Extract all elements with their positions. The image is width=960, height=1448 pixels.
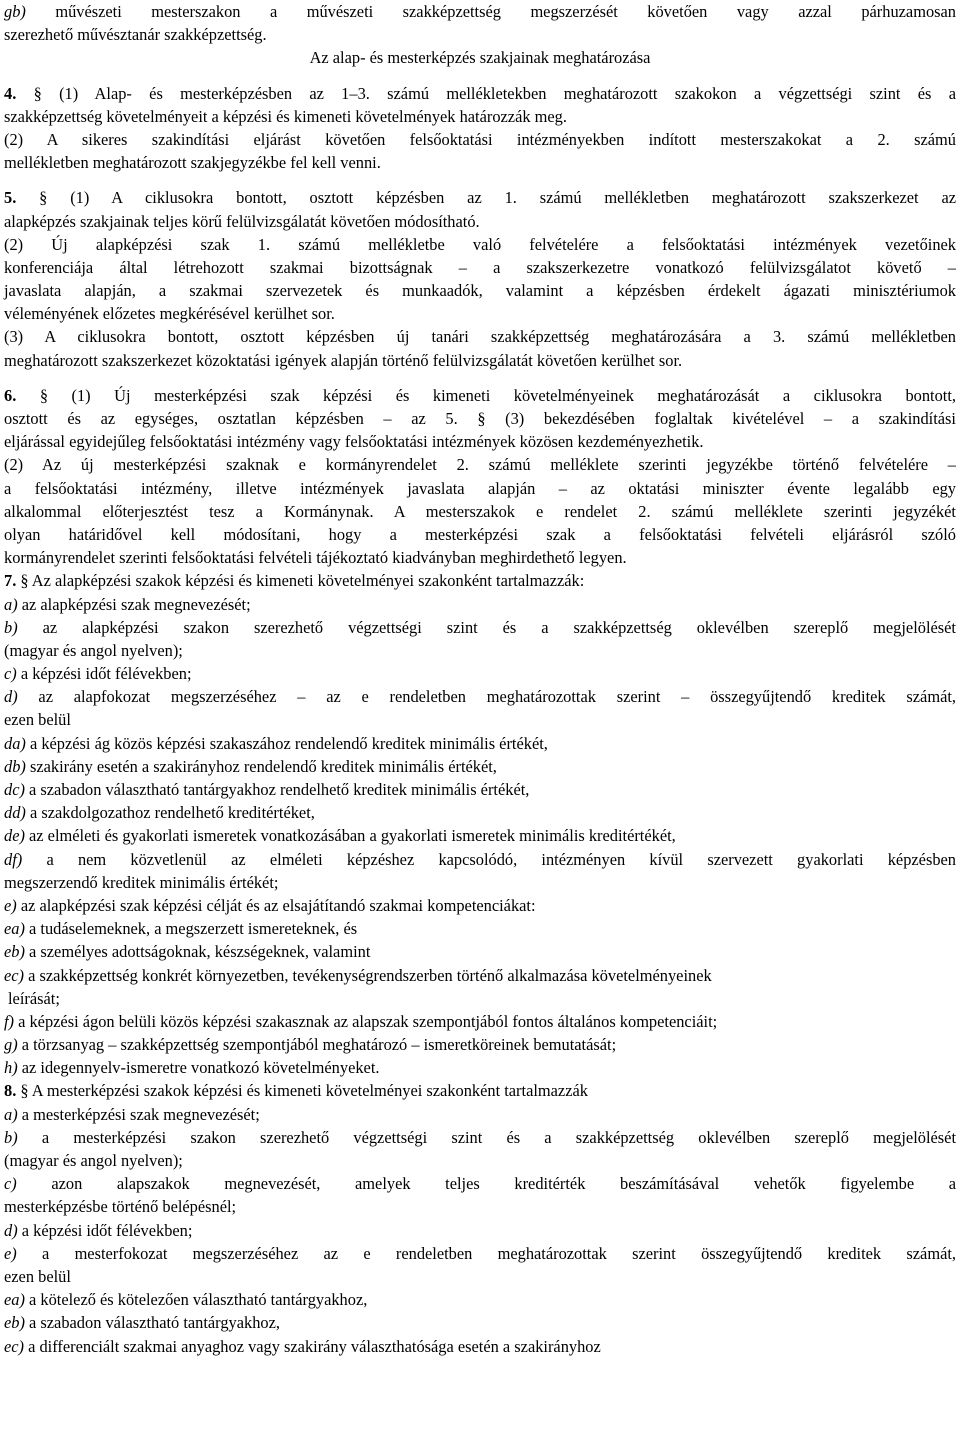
section-sign: §	[16, 1081, 29, 1101]
text-line	[4, 1126, 956, 1149]
text-line	[4, 279, 956, 302]
line-text: Az alap- és mesterképzés szakjainak meghatározása	[309, 48, 651, 68]
line-text: a nem közvetlenül az elméleti képzéshez kapcsolódó, intézményen kívül szervezett gyakorlati képzésben	[22, 849, 956, 869]
list-label: ec)	[4, 965, 25, 985]
line-text: szakirány esetén a szakirányhoz rendelendő kreditek minimális értékét,	[25, 756, 497, 776]
list-label: eb)	[4, 1313, 25, 1333]
text-line	[4, 1311, 956, 1334]
text-line	[4, 708, 956, 731]
line-text: alapképzés szakjainak teljes körű felülvizsgálatát követően módosítható.	[4, 211, 480, 231]
text-line	[4, 1265, 956, 1288]
text-line	[4, 1056, 956, 1079]
text-line	[4, 824, 956, 847]
line-text: (1) A ciklusokra bontott, osztott képzésben az 1. számú mellékletben meghatározott szakszerkezet az	[47, 188, 956, 208]
text-line	[4, 430, 956, 453]
line-text: a felsőoktatási intézmény, illetve intézmények javaslata alapján – az oktatási miniszter évente legalább egy	[4, 478, 956, 498]
document-page	[4, 0, 956, 1358]
text-line	[4, 186, 956, 209]
list-label: da)	[4, 733, 26, 753]
text-line	[4, 894, 956, 917]
section-sign: §	[16, 385, 49, 405]
section-number: 4.	[4, 83, 17, 103]
text-line	[4, 325, 956, 348]
list-label: c)	[4, 1174, 17, 1194]
list-label: f)	[4, 1011, 15, 1031]
line-text: mellékletben meghatározott szakjegyzékbe fel kell venni.	[4, 153, 381, 173]
list-label: b)	[4, 617, 18, 637]
section-number: 5.	[4, 188, 17, 208]
paragraph-gb	[4, 0, 956, 46]
text-line	[4, 917, 956, 940]
text-line	[4, 105, 956, 128]
line-text: leírását;	[8, 988, 60, 1008]
text-line	[4, 407, 956, 430]
text-line	[4, 1079, 956, 1102]
line-text: kormányrendelet szerinti felsőoktatási felvételi tájékoztató kiadványban meghirdethető legyen.	[4, 548, 627, 568]
section-sign: §	[16, 188, 48, 208]
list-label: gb)	[4, 2, 26, 21]
list-label: dc)	[4, 780, 25, 799]
list-label: h)	[4, 1058, 18, 1078]
line-text: (2) A sikeres szakindítási eljárást követően felsőoktatási intézményekben indított mesterszakokat a 2. számú	[4, 129, 956, 149]
line-text: olyan határidővel kell módosítani, hogy a mesterképzési szak a felsőoktatási felvételi eljárásról szóló	[4, 524, 956, 544]
text-line	[4, 848, 956, 871]
text-line	[4, 210, 956, 233]
text-line	[4, 871, 956, 894]
text-line	[4, 616, 956, 639]
text-line	[4, 732, 956, 755]
list-label: df)	[4, 849, 23, 869]
line-text: az alapfokozat megszerzéséhez – az e rendeletben meghatározottak szerint – összegyűjtendő kreditek számát,	[17, 687, 956, 707]
text-line	[4, 1242, 956, 1265]
line-text: a törzsanyag – szakképzettség szempontjából meghatározó – ismeretköreinek bemutatását;	[17, 1035, 617, 1055]
line-text: a differenciált szakmai anyaghoz vagy szakirány választhatósága esetén a szakirányhoz	[24, 1336, 601, 1356]
line-text: megszerzendő kreditek minimális értékét;	[4, 872, 279, 892]
text-line	[4, 523, 956, 546]
line-text: az elméleti és gyakorlati ismeretek vonatkozásában a gyakorlati ismeretek minimális kreditértékét,	[24, 826, 676, 846]
list-label: db)	[4, 756, 26, 776]
section-number: 8.	[4, 1081, 17, 1101]
line-text: (magyar és angol nyelven);	[4, 640, 183, 660]
list-label: g)	[4, 1035, 18, 1055]
line-text: alkalommal előterjesztést tesz a Kormánynak. A mesterszakok e rendelet 2. számú melléklete szerinti jegyzékét	[4, 501, 956, 521]
line-text: az alapképzési szak képzési célját és az elsajátítandó szakmai kompetenciákat:	[16, 895, 536, 915]
line-text: a szakdolgozathoz rendelhető kreditértéket,	[25, 803, 315, 823]
list-label: a)	[4, 594, 18, 614]
line-text: (magyar és angol nyelven);	[4, 1151, 183, 1170]
line-text: a személyes adottságoknak, készségeknek, valamint	[24, 942, 371, 962]
list-label: eb)	[4, 942, 25, 962]
list-label: c)	[4, 664, 17, 684]
paragraph-gap	[4, 174, 956, 186]
text-line	[4, 302, 956, 325]
list-label: e)	[4, 895, 17, 915]
list-label: ea)	[4, 1290, 25, 1310]
text-line	[4, 987, 956, 1010]
section-number: 7.	[4, 571, 17, 591]
text-line	[4, 964, 956, 987]
section-heading	[4, 46, 956, 69]
line-text: véleményének előzetes megkérésével kerülhet sor.	[4, 304, 335, 324]
line-text: művészeti mesterszakon a művészeti szakképzettség megszerzését követően vagy azzal párhuzamosan	[25, 2, 956, 21]
line-text: (1) Alap- és mesterképzésben az 1–3. számú mellékletekben meghatározott szakokon a végzettségi szint és a	[41, 83, 956, 103]
text-line	[4, 384, 956, 407]
text-line	[4, 256, 956, 279]
text-line	[4, 23, 956, 46]
line-text: a mesterképzési szak megnevezését;	[17, 1104, 260, 1124]
text-line	[4, 1172, 956, 1195]
line-text: osztott és az egységes, osztatlan képzésben – az 5. § (3) bekezdésében foglaltak kivételével – a szakindítási	[4, 409, 956, 428]
text-line	[4, 569, 956, 592]
text-line	[4, 1219, 956, 1242]
text-line	[4, 477, 956, 500]
text-line	[4, 1149, 956, 1172]
line-text: a kötelező és kötelezően választható tantárgyakhoz,	[24, 1290, 368, 1310]
paragraph-p8	[4, 1079, 956, 1357]
line-text: (2) Az új mesterképzési szaknak e kormányrendelet 2. számú melléklete szerinti jegyzékbe történő felvételére –	[4, 455, 956, 475]
line-text: ezen belül	[4, 710, 71, 730]
list-label: dd)	[4, 803, 26, 823]
line-text: az alapképzési szak megnevezését;	[17, 594, 251, 614]
list-label: d)	[4, 687, 18, 707]
line-text: a szakképzettség konkrét környezetben, tevékenységrendszerben történő alkalmazása követelményeinek	[24, 965, 712, 985]
line-text: azon alapszakok megnevezését, amelyek teljes kreditérték beszámításával vehetők figyelembe a	[16, 1174, 956, 1194]
line-text: A mesterképzési szakok képzési és kimeneti követelményei szakonként tartalmazzák	[28, 1081, 588, 1101]
line-text: a képzési időt félévekben;	[17, 1220, 193, 1240]
paragraph-p7	[4, 569, 956, 1079]
line-text: eljárással egyidejűleg felsőoktatási intézmény vagy felsőoktatási intézmények közösen kezdeményezhetik.	[4, 432, 704, 452]
list-label: a)	[4, 1104, 18, 1124]
line-text: javaslata alapján, a szakmai szervezetek és munkaadók, valamint a képzésben érdekelt ágazati minisztériumok	[4, 281, 956, 301]
line-text: a képzési ág közös képzési szakaszához rendelendő kreditek minimális értékét,	[25, 733, 548, 753]
text-line	[4, 0, 956, 23]
text-line	[4, 1195, 956, 1218]
text-line	[4, 778, 956, 801]
text-line	[4, 801, 956, 824]
paragraph-p5	[4, 186, 956, 372]
line-text: ezen belül	[4, 1266, 71, 1286]
list-label: d)	[4, 1220, 18, 1240]
text-line	[4, 940, 956, 963]
paragraph-gap	[4, 372, 956, 384]
line-text: az alapképzési szakon szerezhető végzettségi szint és a szakképzettség oklevélben szereplő megjelölését	[17, 617, 956, 637]
text-line	[4, 233, 956, 256]
line-text: a mesterfokozat megszerzéséhez az e rendeletben meghatározottak szerint összegyűjtendő kreditek számát,	[16, 1243, 956, 1263]
paragraph-p4	[4, 82, 956, 175]
list-label: ea)	[4, 919, 25, 939]
text-line	[4, 593, 956, 616]
text-line	[4, 349, 956, 372]
line-text: (2) Új alapképzési szak 1. számú mellékletbe való felvételére a felsőoktatási intézmények vezetőinek	[4, 234, 956, 254]
line-text: (1) Új mesterképzési szak képzési és kimeneti követelményeinek meghatározását a ciklusokra bontott,	[48, 385, 956, 405]
line-text: konferenciája által létrehozott szakmai bizottságnak – a szakszerkezetre vonatkozó felülvizsgálatot követő –	[4, 257, 956, 277]
list-label: e)	[4, 1243, 17, 1263]
text-line	[4, 662, 956, 685]
line-text: a képzési ágon belüli közös képzési szakasznak az alapszak szempontjából fontos általános kompetenciáit;	[14, 1011, 718, 1031]
line-text: mesterképzésbe történő belépésnél;	[4, 1197, 237, 1217]
text-line	[4, 151, 956, 174]
text-line	[4, 1335, 956, 1358]
text-line	[4, 1288, 956, 1311]
text-line	[4, 1010, 956, 1033]
text-line	[4, 453, 956, 476]
section-sign: §	[16, 571, 29, 591]
line-text: a mesterképzési szakon szerezhető végzettségi szint és a szakképzettség oklevélben szereplő megjelölését	[17, 1127, 956, 1147]
text-line	[4, 82, 956, 105]
paragraph-p6	[4, 384, 956, 570]
line-text: a tudáselemeknek, a megszerzett ismereteknek, és	[24, 919, 358, 939]
line-text: a szabadon választható tantárgyakhoz,	[24, 1313, 280, 1333]
text-line	[4, 1103, 956, 1126]
text-line	[4, 546, 956, 569]
line-text: a képzési időt félévekben;	[16, 664, 192, 684]
paragraph-heading	[4, 46, 956, 69]
paragraph-gap	[4, 70, 956, 82]
section-sign: §	[16, 83, 42, 103]
list-label: b)	[4, 1127, 18, 1147]
line-text: (3) A ciklusokra bontott, osztott képzésben új tanári szakképzettség meghatározására a 3. számú mellékletben	[4, 327, 956, 347]
line-text: meghatározott szakszerkezet közoktatási igények alapján történő felülvizsgálatát követően kerülhet sor.	[4, 350, 683, 370]
list-label: ec)	[4, 1336, 25, 1356]
text-line	[4, 128, 956, 151]
line-text: szerezhető művésztanár szakképzettség.	[4, 25, 267, 45]
section-number: 6.	[4, 385, 17, 405]
line-text: szakképzettség követelményeit a képzési és kimeneti követelmények határozzák meg.	[4, 106, 567, 126]
list-label: de)	[4, 826, 25, 846]
line-text: a szabadon választható tantárgyakhoz rendelhető kreditek minimális értékét,	[24, 780, 530, 799]
text-line	[4, 500, 956, 523]
text-line	[4, 639, 956, 662]
text-line	[4, 1033, 956, 1056]
text-line	[4, 685, 956, 708]
line-text: Az alapképzési szakok képzési és kimeneti követelményei szakonként tartalmazzák:	[28, 571, 585, 591]
line-text: az idegennyelv-ismeretre vonatkozó követelményeket.	[17, 1058, 380, 1078]
text-line	[4, 755, 956, 778]
